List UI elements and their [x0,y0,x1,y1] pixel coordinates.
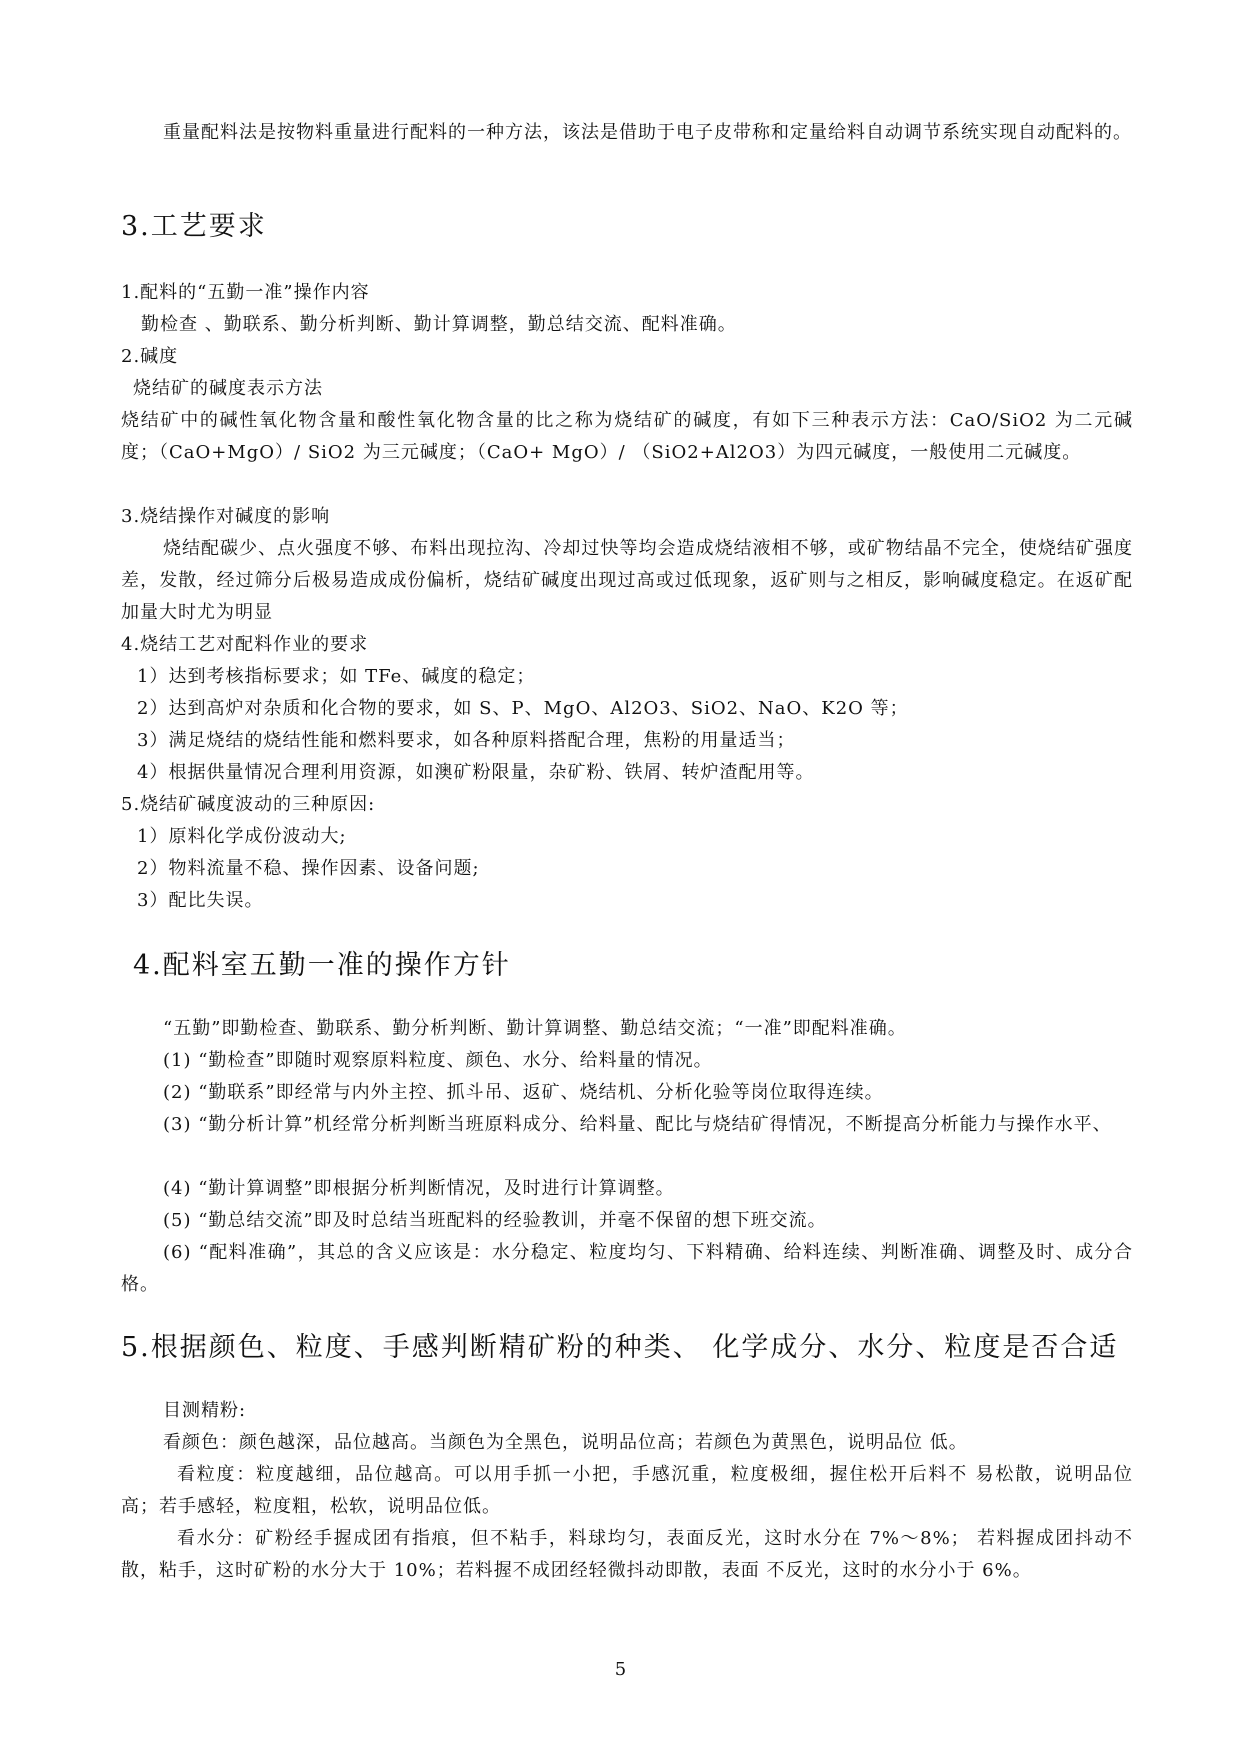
item-1-title: 1.配料的“五勤一准”操作内容 [121,282,370,303]
item-4-list-entry: 3）满足烧结的烧结性能和燃料要求，如各种原料搭配合理，焦粉的用量适当； [137,730,796,751]
item-4-list-entry: 4）根据供量情况合理利用资源，如澳矿粉限量，杂矿粉、铁屑、转炉渣配用等。 [137,762,815,783]
section-4-lead: “五勤”即勤检查、勤联系、勤分析判断、勤计算调整、勤总结交流；“一准”即配料准确。 [163,1018,907,1039]
section-4-item: (5) “勤总结交流”即及时总结当班配料的经验教训，并毫不保留的想下班交流。 [163,1210,827,1231]
item-5-list-entry: 2）物料流量不稳、操作因素、设备问题; [137,858,480,879]
section-5-paragraph: 看颜色：颜色越深，品位越高。当颜色为全黑色，说明品位高；若颜色为黄黑色，说明品位 低。 [163,1432,968,1453]
section-3-heading: 3.工艺要求 [121,211,267,242]
item-3-text: 烧结配碳少、点火强度不够、布料出现拉沟、冷却过快等均会造成烧结液相不够，或矿物结晶不完全，使烧结矿强度差，发散，经过筛分后极易造成成份偏析，烧结矿碱度出现过高或过低现象，返矿则与之相反，影响碱度稳定。在返矿配加量大时尤为明显 [121,538,1133,623]
page-number: 5 [614,1659,627,1680]
item-1-text: 勤检查 、勤联系、勤分析判断、勤计算调整，勤总结交流、配料准确。 [141,314,737,335]
section-4-item: (3) “勤分析计算”机经常分析判断当班原料成分、给料量、配比与烧结矿得情况，不断提高分析能力与操作水平、 [163,1114,1112,1135]
intro-paragraph: 重量配料法是按物料重量进行配料的一种方法，该法是借助于电子皮带称和定量给料自动调节系统实现自动配料的。 [163,122,1132,143]
section-4-item: (6) “配料准确”，其总的含义应该是：水分稳定、粒度均匀、下料精确、给料连续、判断准确、调整及时、成分合格。 [121,1242,1133,1295]
item-3-title: 3.烧结操作对碱度的影响 [121,506,331,527]
item-4-title: 4.烧结工艺对配料作业的要求 [121,634,369,655]
item-5-list-entry: 3）配比失误。 [137,890,264,911]
section-5-paragraph: 看水分：矿粉经手握成团有指痕，但不粘手，料球均匀，表面反光，这时水分在 7%～8%； 若料握成团抖动不散，粘手，这时矿粉的水分大于 10%；若料握不成团经轻微抖动即散，表面 不反光，这时的水分小于 6%。 [121,1528,1133,1581]
item-5-list-entry: 1）原料化学成份波动大; [137,826,347,847]
item-2-title: 2.碱度 [121,346,179,367]
item-4-list-entry: 1）达到考核指标要求；如 TFe、碱度的稳定； [137,666,536,687]
section-5-heading: 5.根据颜色、粒度、手感判断精矿粉的种类、 化学成分、水分、粒度是否合适 [121,1332,1119,1363]
section-5-paragraph: 目测精粉: [163,1400,247,1421]
item-2-subtitle: 烧结矿的碱度表示方法 [133,378,323,399]
section-4-item: (4) “勤计算调整”即根据分析判断情况，及时进行计算调整。 [163,1178,675,1199]
item-2-text: 烧结矿中的碱性氧化物含量和酸性氧化物含量的比之称为烧结矿的碱度，有如下三种表示方法：CaO/SiO2 为二元碱度；（CaO+MgO）/ SiO2 为三元碱度；（CaO+ MgO）/ （SiO2+Al2O3）为四元碱度，一般使用二元碱度。 [121,410,1133,463]
item-5-title: 5.烧结矿碱度波动的三种原因: [121,794,376,815]
section-4-item: (2) “勤联系”即经常与内外主控、抓斗吊、返矿、烧结机、分析化验等岗位取得连续。 [163,1082,884,1103]
item-4-list-entry: 2）达到高炉对杂质和化合物的要求，如 S、P、MgO、Al2O3、SiO2、NaO、K2O 等； [137,698,909,719]
section-4-item: (1) “勤检查”即随时观察原料粒度、颜色、水分、给料量的情况。 [163,1050,713,1071]
section-4-heading: 4.配料室五勤一准的操作方针 [133,950,511,981]
section-5-paragraph: 看粒度：粒度越细，品位越高。可以用手抓一小把，手感沉重，粒度极细，握住松开后料不 易松散，说明品位高；若手感轻，粒度粗，松软，说明品位低。 [121,1464,1133,1517]
